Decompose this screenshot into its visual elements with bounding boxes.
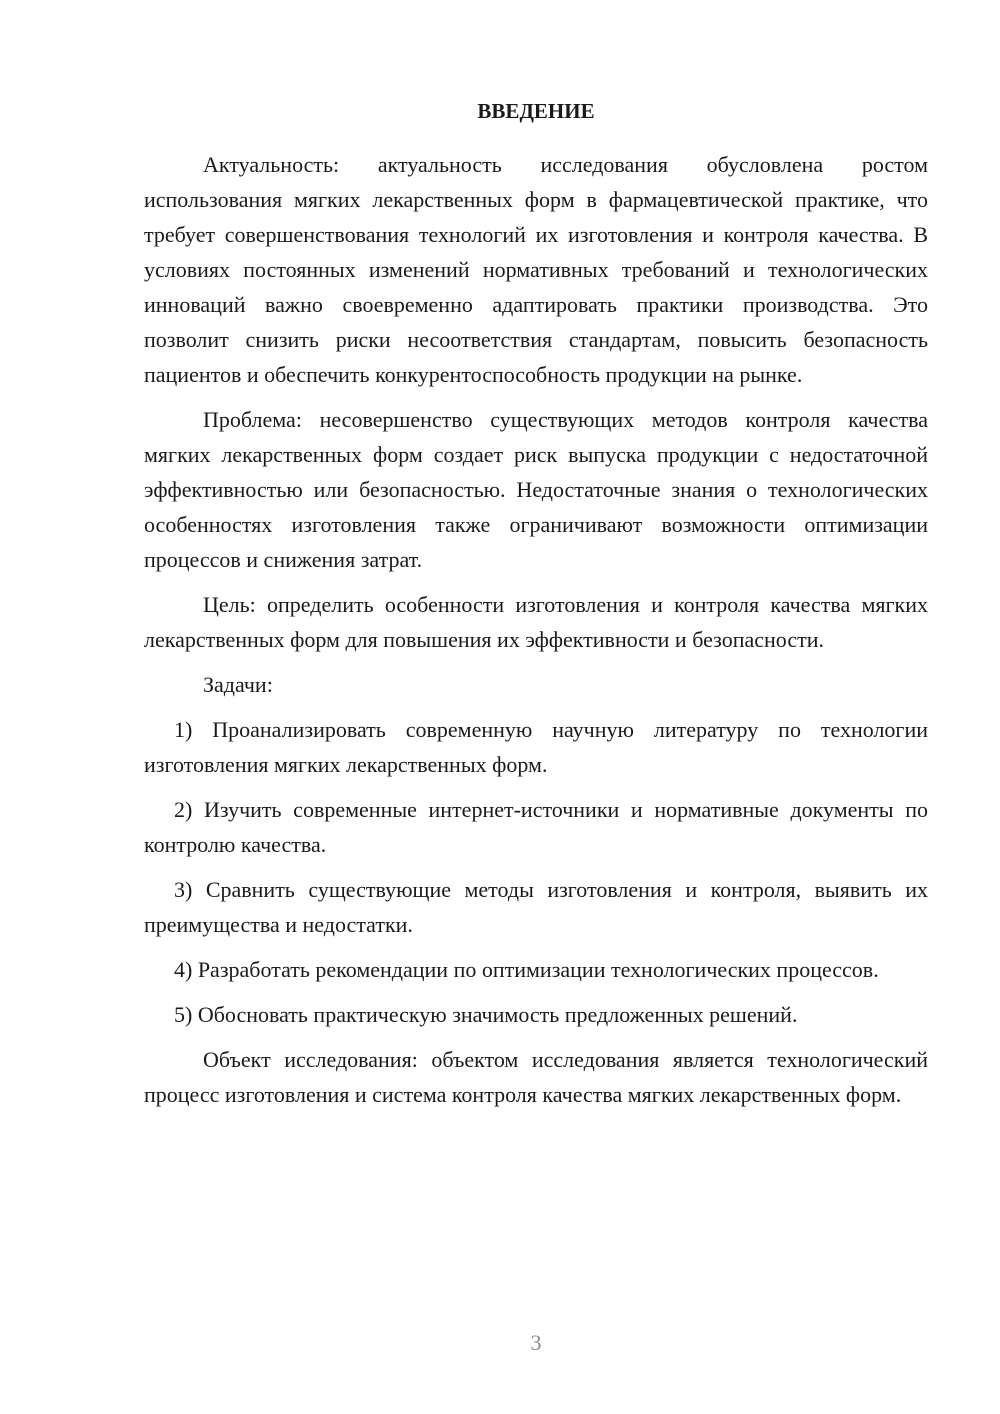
relevance-paragraph: Актуальность: актуальность исследования обусловлена ростом использования мягких лекарственных форм в фармацевтической практике, что требует совершенствования технологий их изготовления и контроля качества. В условиях постоянных изменений нормативных требований и технологических инноваций важно своевременно адаптировать практики производства. Это позволит снизить риски несоответствия стандартам, повысить безопасность пациентов и обеспечить конкурентоспособность продукции на рынке. [144, 152, 928, 387]
problem-paragraph: Проблема: несовершенство существующих методов контроля качества мягких лекарственных форм создает риск выпуска продукции с недостаточной эффективностью или безопасностью. Недостаточные знания о технологических особенностях изготовления также ограничивают возможности оптимизации процессов и снижения затрат. [144, 407, 928, 572]
task-item: 4) Разработать рекомендации по оптимизации технологических процессов. [174, 957, 879, 982]
page-number: 3 [530, 1330, 542, 1355]
task-item: 3) Сравнить существующие методы изготовления и контроля, выявить их преимущества и недостатки. [144, 877, 928, 937]
tasks-list [144, 712, 928, 1032]
page-content [144, 94, 928, 1122]
goal-paragraph: Цель: определить особенности изготовления и контроля качества мягких лекарственных форм для повышения их эффективности и безопасности. [144, 592, 928, 652]
task-item: 5) Обосновать практическую значимость предложенных решений. [174, 1002, 798, 1027]
object-paragraph: Объект исследования: объектом исследования является технологический процесс изготовления и система контроля качества мягких лекарственных форм. [144, 1047, 928, 1107]
section-title: ВВЕДЕНИЕ [477, 99, 595, 123]
task-item: 1) Проанализировать современную научную литературу по технологии изготовления мягких лекарственных форм. [144, 717, 928, 777]
tasks-label: Задачи: [203, 672, 273, 697]
task-item: 2) Изучить современные интернет-источники и нормативные документы по контролю качества. [144, 797, 928, 857]
